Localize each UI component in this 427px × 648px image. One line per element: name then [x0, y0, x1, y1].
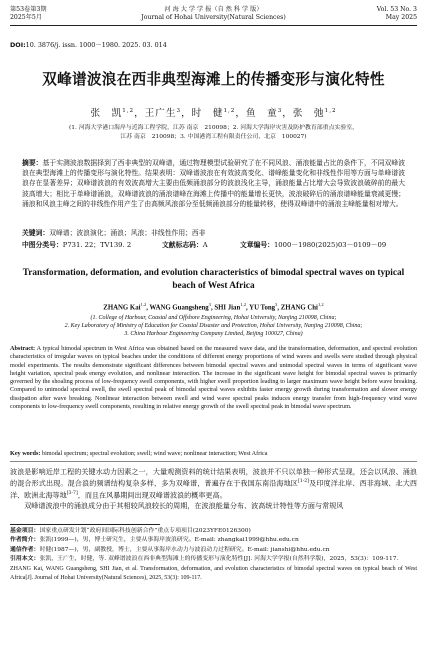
fund-note: 基金项目：国家重点研发计划“政府间国际科技创新合作”重点专项项目(2023YFE0126300): [10, 528, 251, 534]
header-date-en: May 2025: [385, 14, 417, 21]
author-en-sup: 1,2: [317, 302, 324, 307]
paper-title-en: Transformation, deformation, and evolution characteristics of bimodal spectral waves on typical beach of West Africa: [22, 268, 405, 291]
doi: [10, 40, 167, 49]
doi-label: DOI:: [10, 41, 26, 49]
header-vol-no: Vol. 53 No. 3: [376, 6, 417, 13]
keywords-cn: [22, 228, 405, 238]
abstract-cn-label: 摘要：: [22, 159, 43, 167]
author-cn: 张 弛: [292, 108, 325, 119]
author-cn-sup: 3: [277, 107, 283, 114]
affiliation-cn: [34, 124, 393, 142]
keywords-en: [10, 450, 417, 458]
author-en: YU Tong: [249, 304, 276, 312]
keywords-en-text: bimodal spectrum; spectral evolution; swell; wind wave; nonlinear interaction; West Africa: [41, 450, 268, 457]
body-text-segment: 波浪是影响近岸工程的关键水动力因素之一，大量观测资料的统计结果表明，波浪并不只以单独一种形式呈现，还会以风浪、涌浪的混合形式出现。混合浪的频谱结构复杂多样，多为双峰谱，普遍存在于我国东南沿海地区: [10, 467, 417, 488]
header-volume-en: [377, 6, 417, 22]
author-en: ZHANG Chi: [280, 304, 318, 312]
affiliation-cn-line: (1. 河海大学港口海岸与近海工程学院，江苏 南京 210098；2. 河海大学海岸灾害及防护教育部重点实验室，: [68, 125, 359, 131]
affiliation-cn-line: 江苏 南京 210098；3. 中国港湾工程有限责任公司，北京 100027): [120, 134, 307, 140]
keywords-en-label: Key words:: [10, 450, 41, 457]
keywords-cn-label: 关键词：: [22, 229, 50, 237]
running-header: [10, 6, 417, 30]
author-note: 作者简介：张凯(1999—)，男，博士研究生，主要从事海岸波浪研究。E-mail: zhangkai1999@hhu.edu.cn: [10, 537, 299, 544]
footnotes: [10, 527, 417, 583]
keywords-cn-text: 双峰谱；波浪演化；涌浪；风浪；非线性作用；西非: [49, 229, 206, 237]
author-en-sup: 1,2: [240, 302, 246, 307]
doi-value: 10. 3876/j. issn. 1000－1980. 2025. 03. 014: [25, 41, 167, 49]
citation-note: 引用本文：张凯，王广生，时健，等. 双峰谱波浪在西非典型海滩上的传播变形与演化特性[J]. 河海大学学报(自然科学版)，2025，53(3)：109-117.: [10, 556, 399, 563]
body-text-segment: ，而且在风暴期间出现双峰谱波浪的概率更高。: [77, 490, 227, 500]
article-number: 文章编号：1000－1980(2025)03－0109－09: [240, 241, 387, 249]
affiliation-en-line: 2. Key Laboratory of Ministry of Education for Coastal Disaster and Protection, Hohai University, Nanjing 210098, China;: [64, 323, 363, 330]
author-cn: 张 凯: [90, 108, 123, 119]
header-journal-cn: 河 海 大 学 学 报（自 然 科 学 版）: [164, 6, 263, 13]
body-text-segment: 及印度洋北岸、西非海域、北大西洋、欧洲北海等地: [10, 478, 418, 500]
abstract-en: [10, 345, 417, 411]
body-text-segment: 双峰谱波浪中的涌浪成分由于其相较风浪较长的周期，在波浪能量分布、波高统计特性等方面与常规风: [24, 500, 344, 510]
author-en-sup: 3: [208, 302, 211, 307]
footnote-rule: [10, 524, 160, 525]
author-en-sup: 3: [275, 302, 278, 307]
paper-title-cn: 双峰谱波浪在西非典型海滩上的传播变形与演化特性: [42, 71, 385, 88]
abstract-en-label: Abstract:: [10, 345, 36, 352]
author-en: WANG Guangsheng: [149, 304, 209, 312]
author-cn-sup: 1,2: [324, 107, 337, 114]
author-list-cn: 张 凯$^{1,2}$，王广生$^3$，时 健$^{1,2}$，鱼 童$^3$，张 弛$^{1,2}$: [90, 107, 337, 119]
document-code: 文献标志码：A: [162, 241, 208, 249]
citation: [3-7]: [66, 491, 78, 497]
abstract-en-text: A typical bimodal spectrum in West Africa was obtained based on the measured wave data, and the transformation, deformation, and spectral evolution characteristics of irregular waves on typical beaches under the conditions of different energy proportions of wind waves and swells were studied through physical model experiments. The results demonstrate significant differences between bimodal spectral waves and unimodal spectral waves in terms of significant wave height variation, spectral peak energy evolution, and nonlinear interaction. The increase in the significant wave height for bimodal spectral waves is primarily governed by the shoaling process of low-frequency swell components, with higher swell proportion leading to larger maximum wave height before wave breaking. Compared to unimodal spectral swell, the swell spectral peak of bimodal spectral waves exhibits faster energy growth during transformation and slower energy dissipation after wave breaking. Nonlinear interaction between swell and wind wave spectral peaks induces energy transfer from high-frequency wind wave components to low-frequency swell components, resulting in relative energy growth of the swell spectral peak in bimodal wave spectrum.: [10, 345, 417, 410]
author-en: ZHANG Kai: [103, 304, 141, 312]
body-text: [10, 467, 417, 511]
author-cn-sup: 3: [176, 107, 182, 114]
author-en: SHI Jian: [214, 304, 241, 312]
author-en-sup: 1,2: [140, 302, 147, 307]
header-date-cn: 2025年5月: [10, 14, 43, 21]
author-list-en: ZHANG Kai$^{1,2}$, WANG Guangsheng$^3$, SHI Jian$^{1,2}$, YU Tong$^3$, ZHANG Chi$^{1,2}$: [103, 302, 324, 312]
section-divider: [10, 461, 417, 462]
author-cn-sup: 1,2: [223, 107, 236, 114]
author-cn: 王广生: [144, 108, 177, 119]
author-cn-sup: 1,2: [122, 107, 135, 114]
affiliation-en-line: 3. China Harbour Engineering Company Limited, Beijing 100027, China): [124, 331, 303, 338]
affiliation-en: [14, 314, 413, 339]
abstract-cn: [22, 158, 405, 209]
author-cn: 鱼 童: [245, 108, 278, 119]
clc-number: 中图分类号：P731. 22；TV139. 2: [22, 241, 132, 249]
abstract-cn-text: 基于实测波浪数据择到了西非典型的双峰谱，通过物理模型试验研究了在不同风浪、涌浪能量占比的条件下，不同双峰波浪在典型海滩上的传播变形与演化特性。结果表明：双峰谱波浪在有效波高变化、谱峰能量变化和非线性作用等方面与单峰谱波浪存在显著差异；双峰谱波浪的有效波高增大主要由低频涌浪部分的波浪浅化主导，涌浪能量占比增大会导致波浪破碎前的最大波高增大；相比于单峰谱涌浪，双峰谱波浪的涌浪谱峰在海滩上传播中的能量增长更快，波浪破碎后的涌浪谱峰能量衰减更慢；涌浪和风浪主峰之间的非线性作用产生了由高频风浪部分至低频涌浪部分的能量转移，使得双峰谱中的涌浪主峰能量相对增大。: [22, 159, 406, 208]
corresponding-author-note: 通信作者：时健(1987—)，男，副教授，博士，主要从事海岸水动力与波浪动力过程研究。E-mail: jianshi@hhu.edu.cn: [10, 546, 330, 553]
citation: [1-2]: [298, 479, 309, 485]
author-cn: 时 健: [191, 108, 224, 119]
header-rule: [10, 25, 417, 26]
header-journal-en: Journal of Hohai University(Natural Sciences): [141, 14, 286, 21]
affiliation-en-line: (1. College of Harbour, Coastal and Offshore Engineering, Hohai University, Nanjing 210098, China;: [90, 315, 337, 321]
citation-note-en: ZHANG Kai, WANG Guangsheng, SHI Jian, et al. Transformation, deformation, and evolution characteristics of bimodal spectral waves on typical beach of West Africa[J]. Journal of Hohai University(Natural Sciences), 2025, 53(3): 109-117.: [10, 565, 417, 582]
header-journal: [10, 6, 417, 22]
header-volume: 第53卷第3期: [10, 6, 47, 13]
